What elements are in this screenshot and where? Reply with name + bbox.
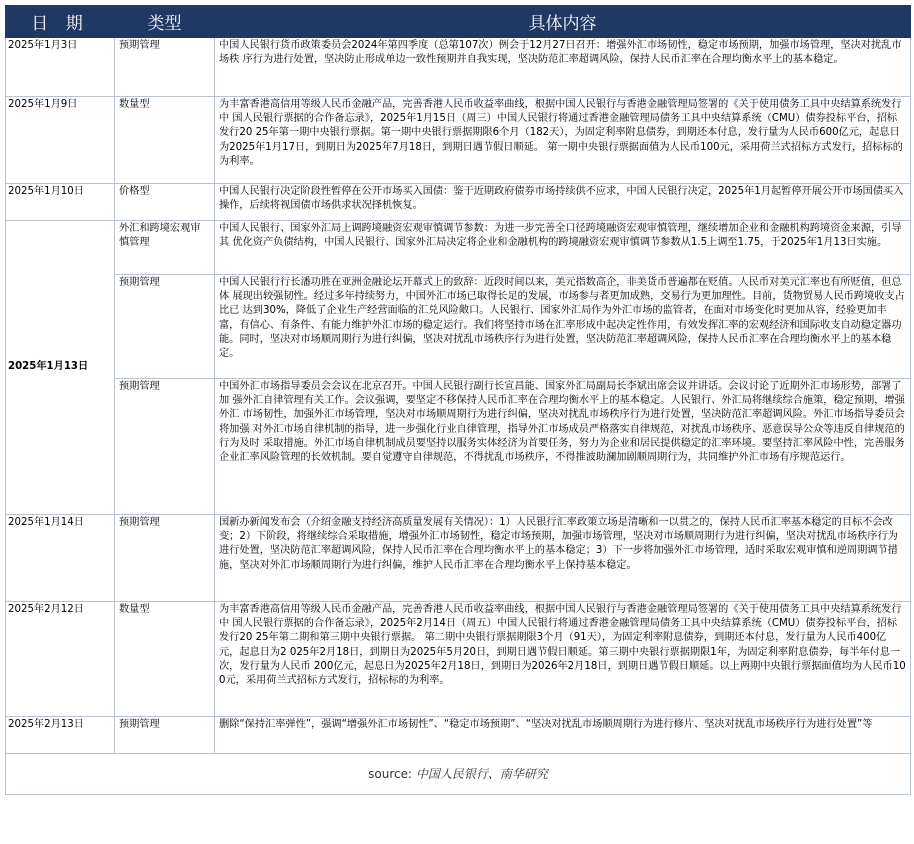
- source-name: 中国人民银行、南华研究: [415, 766, 548, 781]
- row-content: 中国人民银行行长潘功胜在亚洲金融论坛开幕式上的致辞：近段时间以来，美元指数高企，非美货币普遍都在贬值。人民币对美元汇率也有所贬值，但总体 展现出较强韧性。经过多年持续努力，中国外汇市场已取得长足的发展，市场参与者更加成熟，交易行为更加理性。目前，货物贸易人民币跨境收支占比已 达到30%，降低了企业生产经营面临的汇兑风险敞口。人民银行、国家外汇局作为外汇市场的监管者，在面对市场变化时更加从容，经验更加丰富，有信心、有条件、有能力维护外汇市场的稳定运行。我们将坚持市场在汇率形成中起决定性作用，有效发挥汇率的宏观经济和国际收支自动稳定器功能。同时，坚决对市场顺周期行为进行纠偏，坚决对扰乱市场秩序行为进行处置，坚决防范汇率超调风险，保持人民币汇率在合理均衡水平上的基本稳定。: [215, 275, 911, 379]
- row-type: 数量型: [115, 602, 215, 717]
- table-row: [6, 515, 911, 602]
- row-content: 中国人民银行货币政策委员会2024年第四季度（总第107次）例会于12月27日召开：增强外汇市场韧性，稳定市场预期，加强市场管理，坚决对扰乱市场秩 序行为进行处置，坚决防止形成单边一致性预期并自我实现，坚决防范汇率超调风险，保持人民币汇率在合理均衡水平上的基本稳定。: [215, 38, 911, 97]
- table-row: [6, 379, 911, 515]
- row-content: 中国人民银行决定阶段性暂停在公开市场买入国债：鉴于近期政府债券市场持续供不应求，中国人民银行决定，2025年1月起暂停开展公开市场国债买入操作，后续将视国债市场供求状况择机恢复。: [215, 184, 911, 221]
- table-row: [6, 717, 911, 754]
- row-type: 预期管理: [115, 38, 215, 97]
- source-label: source:: [368, 766, 413, 781]
- row-type: 预期管理: [115, 515, 215, 602]
- row-type: 预期管理: [115, 275, 215, 379]
- table-row: [6, 38, 911, 97]
- row-date: 2025年1月14日: [6, 515, 115, 602]
- table-row: [6, 184, 911, 221]
- row-type: 价格型: [115, 184, 215, 221]
- row-content: 删除“保持汇率弹性”，强调“增强外汇市场韧性”、“稳定市场预期”、“坚决对扰乱市场顺周期行为进行修片、坚决对扰乱市场秩序行为进行处置”等: [215, 717, 911, 754]
- row-date: 2025年2月12日: [6, 602, 115, 717]
- row-type: 数量型: [115, 97, 215, 184]
- table-header-row: [6, 6, 911, 38]
- row-content: 中国外汇市场指导委员会会议在北京召开。中国人民银行副行长宣昌能、国家外汇局副局长李斌出席会议并讲话。会议讨论了近期外汇市场形势，部署了加 强外汇自律管理有关工作。会议强调，要坚定不移保持人民币汇率在合理均衡水平上的基本稳定。人民银行、外汇局将继续综合施策，稳定预期，增强外汇 市场韧性，加强外汇市场管理，坚决对市场顺周期行为进行纠偏，坚决对扰乱市场秩序行为进行处置，坚决防范汇率超调风险。外汇市场指导委员会将加强 对外汇市场自律机制的指导，进一步强化行业自律管理，指导外汇市场成员严格落实自律规范，对扰乱市场秩序、恶意误导公众等违反自律规范的行为及时 采取措施。外汇市场自律机制成员要坚持以服务实体经济为首要任务，努力为企业和居民提供稳定的汇率环境。要坚持汇率风险中性，完善服务企业汇率风险管理的长效机制。要自觉遵守自律规范，不得扰乱市场秩序，不得推波助澜加剧顺周期行为，共同维护外汇市场有序规范运行。: [215, 379, 911, 515]
- row-date: 2025年1月9日: [6, 97, 115, 184]
- row-date: 2025年1月13日: [6, 221, 115, 515]
- row-content: 为丰富香港高信用等级人民币金融产品，完善香港人民币收益率曲线，根据中国人民银行与香港金融管理局签署的《关于使用债务工具中央结算系统发行中 国人民银行票据的合作备忘录》，2025年1月15日（周三）中国人民银行将通过香港金融管理局债务工具中央结算系统（CMU）债券投标平台，招标发行20 25年第一期中央银行票据。第一期中央银行票据期限6个月（182天），为固定利率附息债券，到期还本付息，发行量为人民币600亿元，起息日为2025年1月17日，到期日为2025年7月18日，到期日遇节假日顺延。 第一期中央银行票据面值为人民币100元，采用荷兰式招标方式发行，招标标的为利率。: [215, 97, 911, 184]
- table-row: [6, 221, 911, 275]
- row-content: 国新办新闻发布会（介绍金融支持经济高质量发展有关情况）：1）人民银行汇率政策立场是清晰和一以贯之的，保持人民币汇率基本稳定的目标不会改变；2）下阶段，将继续综合采取措施，增强外汇市场韧性，稳定市场预期，加强市场管理，坚决对市场顺周期行为进行纠偏，坚决对扰乱市场秩序行为进行处置，坚决防范汇率超调风险，保持人民币汇率在合理均衡水平上的基本稳定；3）下一步将加强外汇市场管理，适时采取宏观审慎和逆周期调节措施，坚决对外汇市场顺周期行为进行纠偏，维护人民币汇率在合理均衡水平上保持基本稳定。: [215, 515, 911, 602]
- source-row: [6, 754, 911, 795]
- row-type: 预期管理: [115, 717, 215, 754]
- row-type: 预期管理: [115, 379, 215, 515]
- row-date: 2025年2月13日: [6, 717, 115, 754]
- table-row: [6, 97, 911, 184]
- row-date: 2025年1月3日: [6, 38, 115, 97]
- row-type: 外汇和跨境宏观审慎管理: [115, 221, 215, 275]
- table-row: [6, 275, 911, 379]
- source-note: [6, 754, 911, 795]
- header-type: 类型: [115, 6, 215, 38]
- row-content: 为丰富香港高信用等级人民币金融产品，完善香港人民币收益率曲线，根据中国人民银行与香港金融管理局签署的《关于使用债务工具中央结算系统发行中 国人民银行票据的合作备忘录》，2025年2月14日（周五）中国人民银行将通过香港金融管理局债务工具中央结算系统（CMU）债券投标平台，招标发行20 25年第二期和第三期中央银行票据。 第二期中央银行票据期限3个月（91天），为固定利率附息债券，到期还本付息，发行量为人民币400亿元，起息日为2 025年2月18日，到期日为2025年5月20日，到期日遇节假日顺延。第三期中央银行票据期限1年，为固定利率附息债券，每半年付息一次，发行量为人民币 200亿元，起息日为2025年2月18日，到期日为2026年2月18日，到期日遇节假日顺延。以上两期中央银行票据面值均为人民币100元，采用荷兰式招标方式发行，招标标的为利率。: [215, 602, 911, 717]
- row-date: 2025年1月10日: [6, 184, 115, 221]
- policy-table: [5, 5, 911, 795]
- header-content: 具体内容: [215, 6, 911, 38]
- header-date: 日 期: [6, 6, 115, 38]
- table-row: [6, 602, 911, 717]
- row-content: 中国人民银行、国家外汇局上调跨境融资宏观审慎调节参数：为进一步完善全口径跨境融资宏观审慎管理，继续增加企业和金融机构跨境资金来源，引导其 优化资产负债结构，中国人民银行、国家外汇局决定将企业和金融机构的跨境融资宏观审慎调节参数从1.5上调至1.75，于2025年1月13日实施。: [215, 221, 911, 275]
